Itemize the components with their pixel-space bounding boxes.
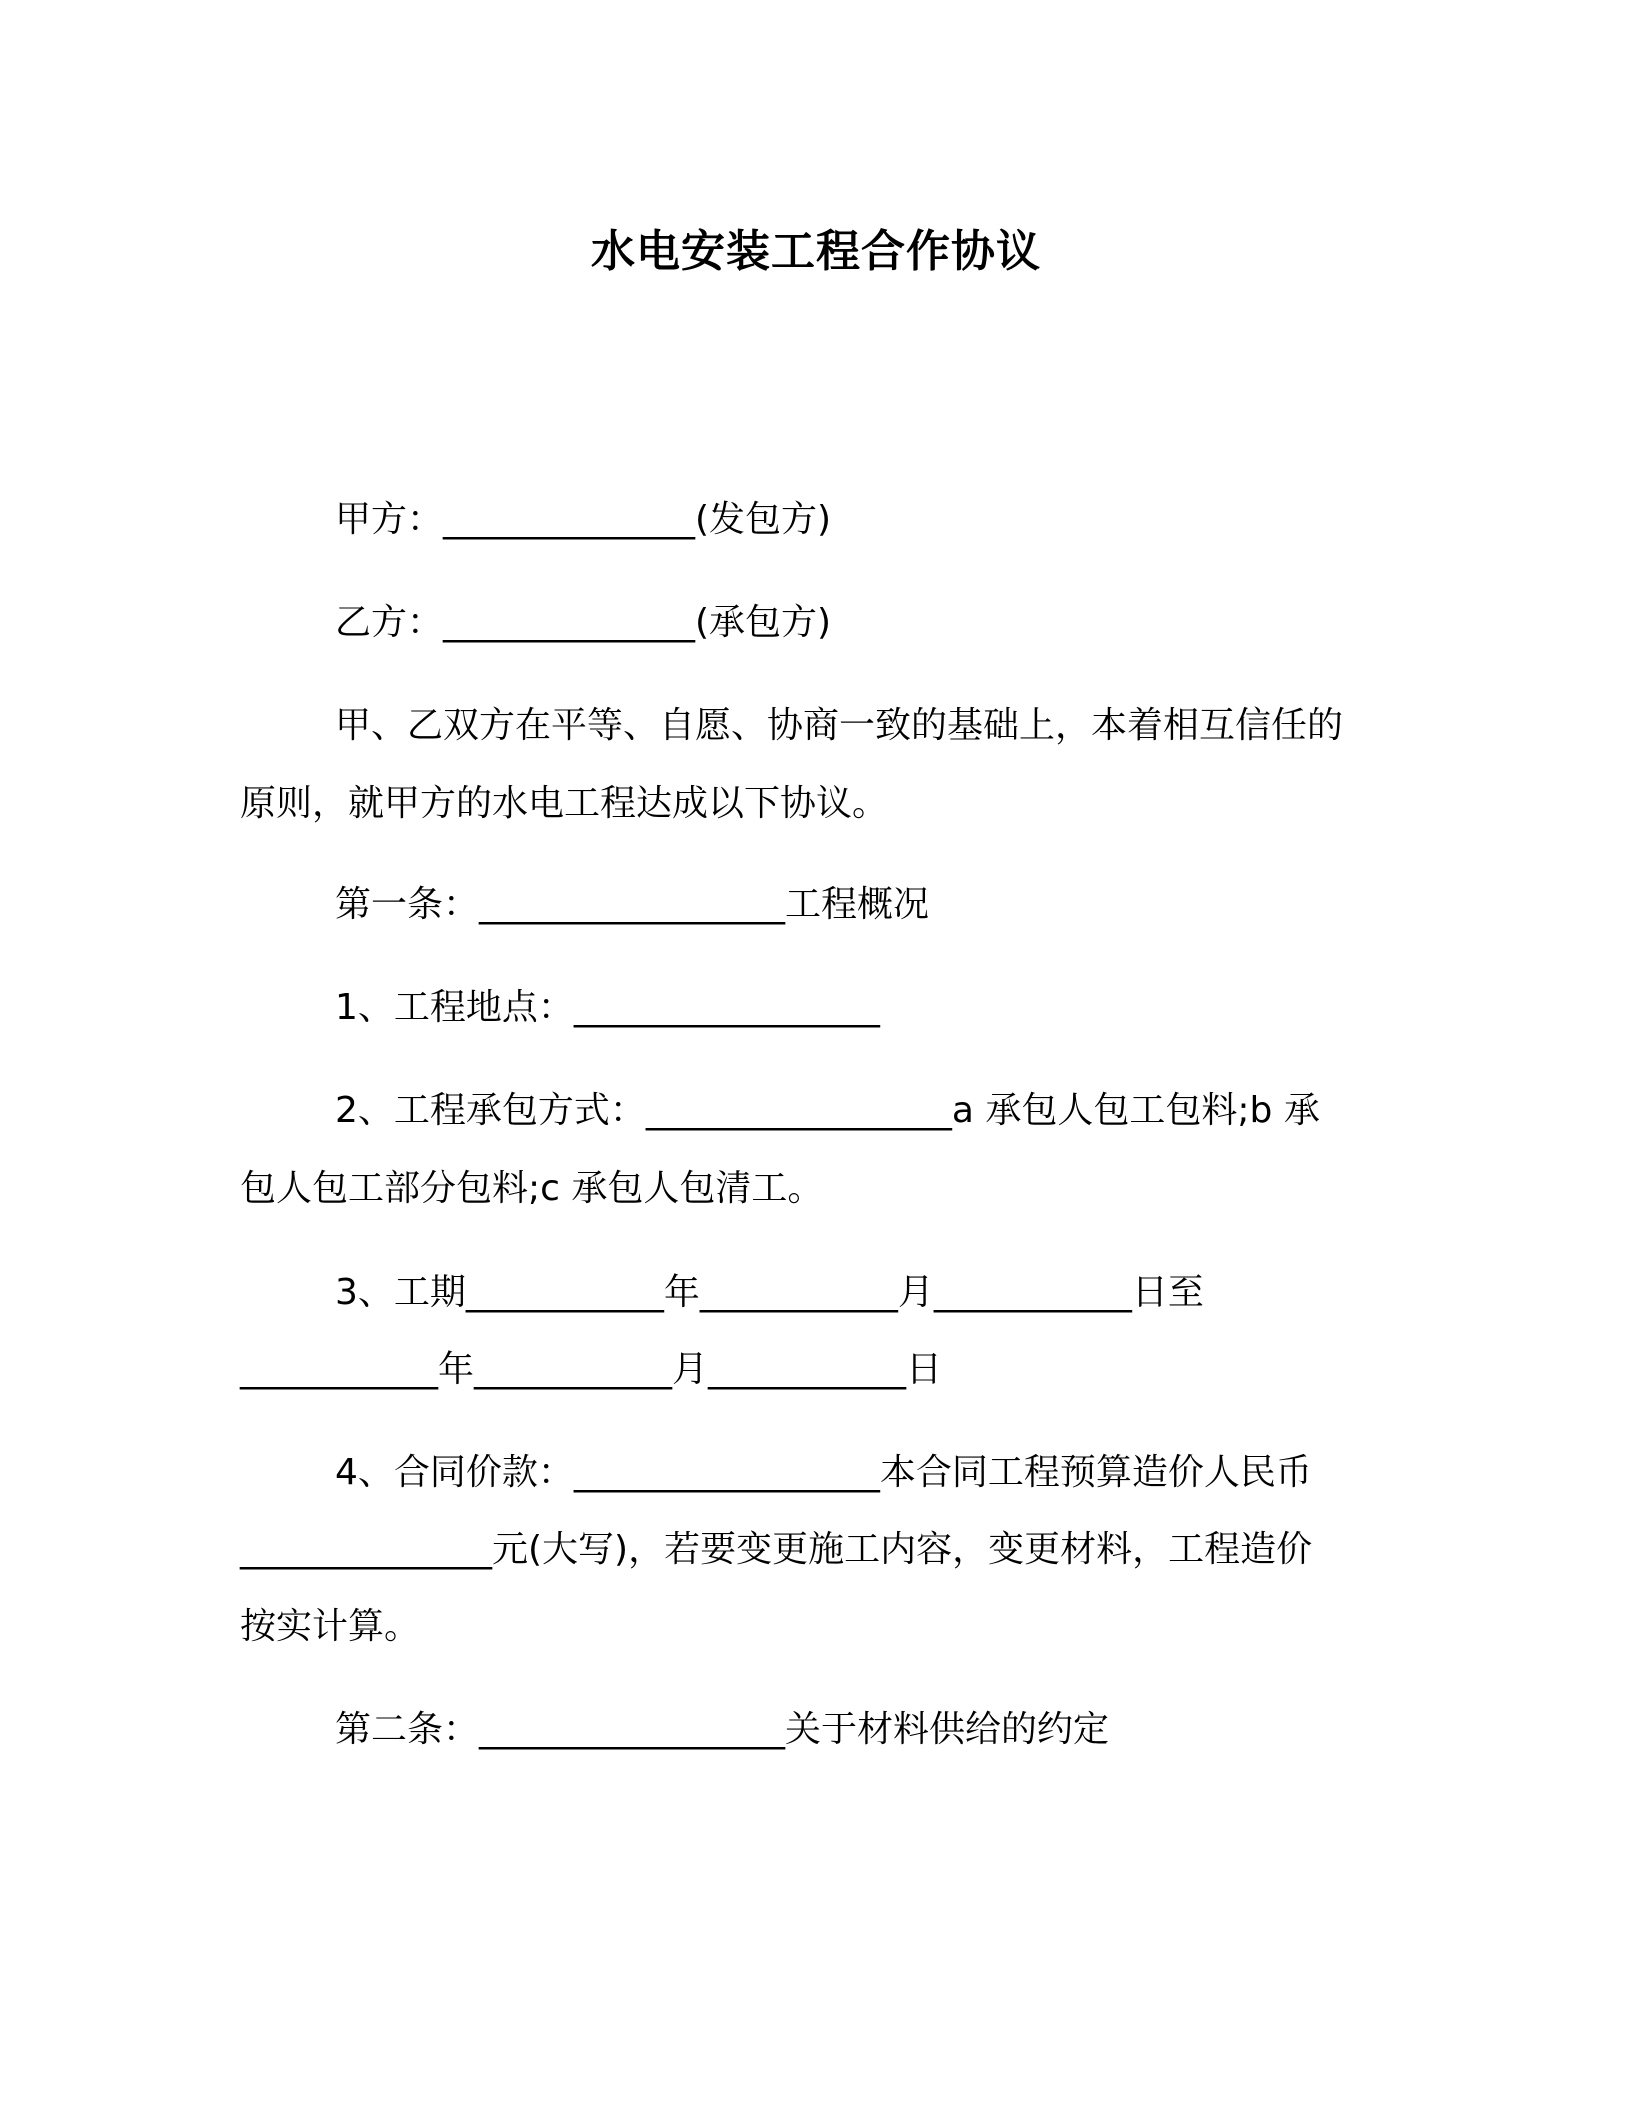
item-1-location: 1、工程地点：_________________ [335,987,880,1028]
item-4-line-1: 4、合同价款：_________________本合同工程预算造价人民币 [335,1452,1312,1493]
item-2-line-2: 包人包工部分包料;c 承包人包清工。 [240,1168,824,1209]
preamble-line-2: 原则，就甲方的水电工程达成以下协议。 [240,783,889,824]
article-2-heading: 第二条：_________________关于材料供给的约定 [335,1709,1110,1750]
article-1-heading: 第一条：_________________工程概况 [335,884,930,925]
document-title: 水电安装工程合作协议 [591,226,1041,277]
item-4-line-2: ______________元(大写)，若要变更施工内容，变更材料，工程造价 [240,1529,1313,1570]
party-a-line: 甲方：______________(发包方) [335,499,832,540]
party-b-line: 乙方：______________(承包方) [335,602,832,643]
item-3-line-2: ___________年___________月___________日 [240,1349,942,1390]
item-2-line-1: 2、工程承包方式：_________________a 承包人包工包料;b 承 [335,1090,1320,1131]
preamble-line-1: 甲、乙双方在平等、自愿、协商一致的基础上，本着相互信任的 [335,705,1344,746]
item-4-line-3: 按实计算。 [240,1606,421,1647]
item-3-line-1: 3、工期___________年___________月___________日至 [335,1272,1204,1313]
